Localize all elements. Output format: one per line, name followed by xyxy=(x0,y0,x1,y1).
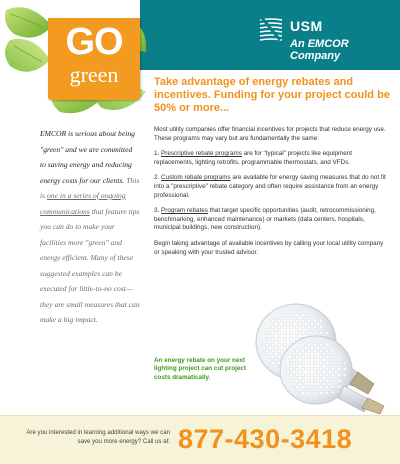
go-green-badge xyxy=(48,18,140,100)
footer xyxy=(0,415,400,464)
usm-logo xyxy=(258,14,398,62)
item-text: are available for energy saving measures that do not fit into a "prescriptive" rebate category and often require assistance from an energy professional. xyxy=(154,174,386,199)
series-link[interactable]: one in a series of ongoing communications xyxy=(40,191,126,216)
item-term: Program rebates xyxy=(161,207,208,215)
item-number: 1. xyxy=(154,150,162,158)
company-name: USM xyxy=(290,18,323,34)
sidebar-rest: that feature tips you can do to make your facilities more "green" and energy efficient. Many of these suggested examples can be executed for little-to-no cost—they are small measures that can make a big impact. xyxy=(40,206,140,324)
body-closing: Begin taking advantage of available incentives by calling your local utility company or speaking with your trusted advisor. xyxy=(154,239,384,256)
footer-question: Are you interested in learning additional ways we can save you more energy? Call us at: xyxy=(26,429,170,445)
item-text: that target specific opportunities (audit, retrocommissioning, benchmarking, enhanced maintenance) or markets (data centers, hospitals, municipal buildings, new construction). xyxy=(154,207,376,232)
body-intro: Most utility companies offer financial incentives for projects that reduce energy use. These programs may vary but are fundamentally the same: xyxy=(154,126,386,142)
sidebar-lead: This is xyxy=(40,175,140,200)
company-tagline: An EMCOR Company xyxy=(290,38,349,62)
item-text: are for "typical" projects like equipment replacements, lighting retrofits, programmable thermostats, and VFDs. xyxy=(154,150,353,166)
usm-logo-icon xyxy=(258,16,284,42)
badge-go-text: GO xyxy=(65,21,123,63)
list-item xyxy=(154,207,390,233)
list-item xyxy=(154,150,390,167)
phone-number[interactable]: 877-430-3418 xyxy=(178,424,353,454)
badge-green-text: green xyxy=(69,62,119,87)
item-term: Prescriptive rebate programs xyxy=(161,150,242,158)
led-bulb-icon xyxy=(240,300,390,415)
item-number: 3. xyxy=(154,207,162,215)
rebate-callout: An energy rebate on your next lighting project can cut project costs dramatically. xyxy=(154,357,247,381)
sidebar-text xyxy=(40,126,140,328)
item-term: Custom rebate programs xyxy=(161,174,231,182)
list-item xyxy=(154,174,390,200)
item-number: 2. xyxy=(154,174,162,182)
body-copy xyxy=(154,126,390,264)
sidebar-emphasis: EMCOR is serious about being "green" and we are committed to saving energy and reducing energy costs for our clients. xyxy=(40,129,135,185)
headline: Take advantage of energy rebates and incentives. Funding for your project could be 50% or more... xyxy=(154,76,390,114)
